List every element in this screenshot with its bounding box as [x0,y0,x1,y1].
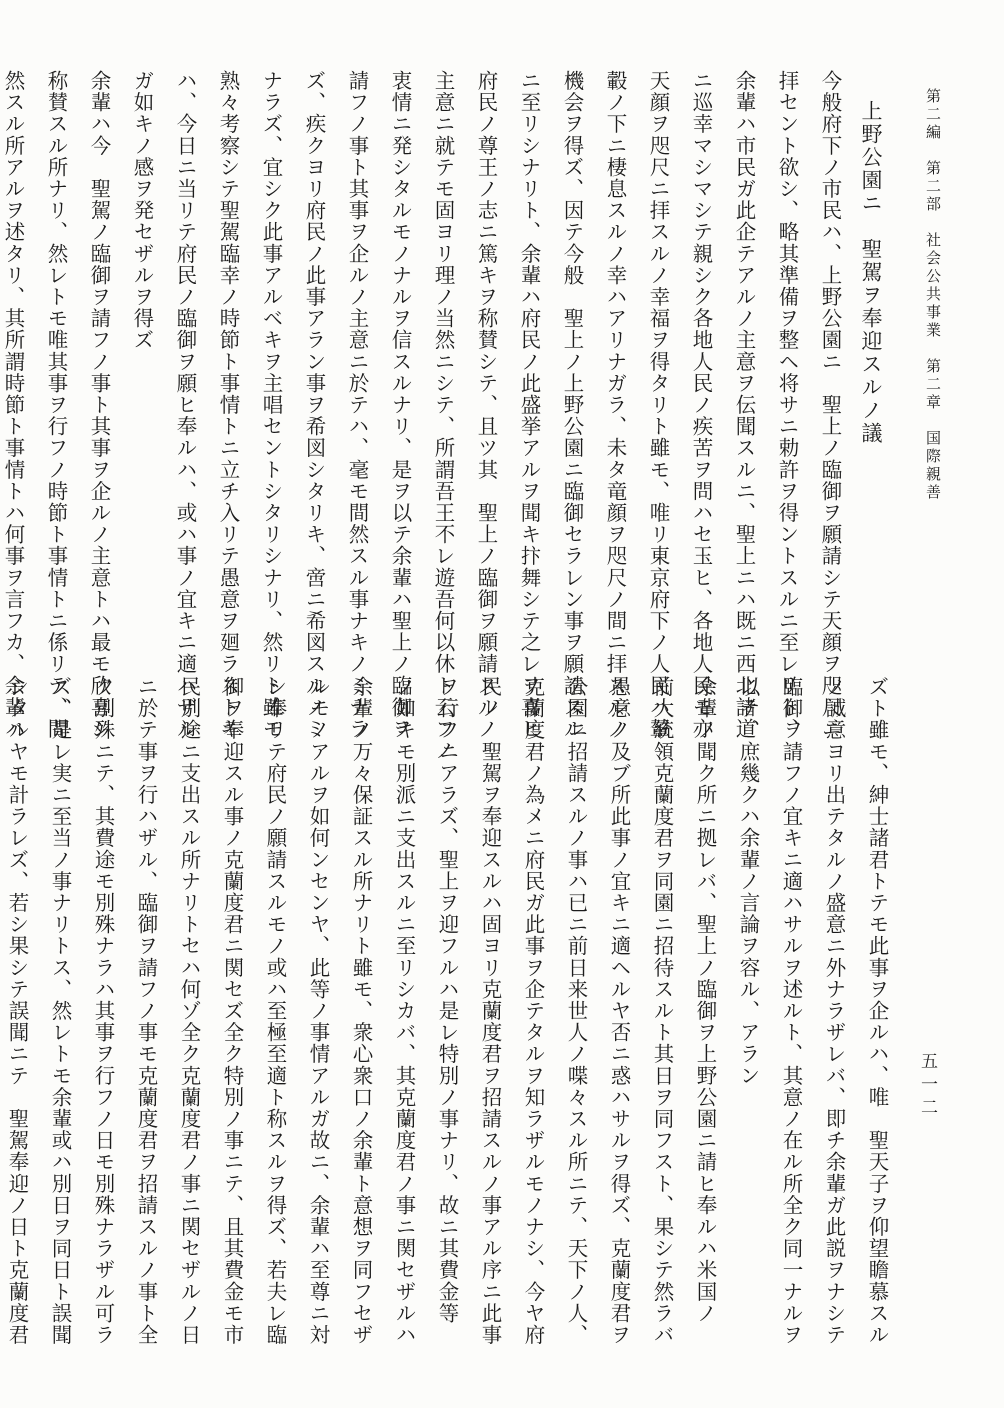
bottom-text-line: ニ於テ事ヲ行ハザル、臨御ヲ請フノ事モ克蘭度君ヲ招請スルノ事ト全 [134,676,158,1346]
top-text-line: ニ巡幸マシマシテ親シク各地人民ノ疾苦ヲ問ハセ玉ヒ、各地人民モ亦 [689,70,713,740]
bottom-text-line: ルモノアルヲ如何ンセンヤ、此等ノ事情アルガ故ニ、余輩ハ至尊ニ対 [306,676,330,1346]
bottom-text-line: 愚意ノ及ブ所此事ノ宜キニ適ヘルヤ否ニ惑ハサルヲ得ズ、克蘭度君ヲ [607,676,631,1346]
top-text-line: 余輩ハ今 聖駕ノ臨御ヲ請フノ事ト其事ヲ企ルノ主意トハ最モ欣喜シ [87,70,111,740]
bottom-text-line: 余輩ノ万々保証スル所ナリト雖モ、衆心衆口ノ余輩ト意想ヲ同フセザ [349,676,373,1346]
bottom-text-line: 公園ニ招請スルノ事ハ已ニ前日来世人ノ喋々スル所ニテ、天下ノ人、 [564,676,588,1346]
top-text-line: 天顔ヲ咫尺ニ拝スルノ幸福ヲ得タリト雖モ、唯リ東京府下ノ人民ハ輦 [646,70,670,740]
top-text-line: ハ、今日ニ当リテ府民ノ臨御ヲ願ヒ奉ルハ、或ハ事ノ宜キニ適ハザル [173,70,197,740]
bottom-text-line: シタルヤモ計ラレズ、若シ果シテ誤聞ニテ 聖駕奉迎ノ日ト克蘭度君 [5,676,29,1346]
bottom-text-line: シ奉リテ府民ノ願請スルモノ或ハ至極至適ト称スルヲ得ズ、若夫レ臨 [263,676,287,1346]
top-text-line: 機会ヲ得ズ、因テ今般 聖上ノ上野公園ニ臨御セラレン事ヲ願請スル [560,70,584,740]
top-text-line: ナラズ、宜シク此事アルベキヲ主唱セントシタリシナリ、然リト雖モ [259,70,283,740]
top-text-line: 熟々考察シテ聖駕臨幸ノ時節ト事情トニ立チ入リテ愚意ヲ廻ラストキ [216,70,240,740]
running-header: 第二編 第二部 社会公共事業 第二章 国際親善 [924,88,942,502]
top-text-line: 拝セント欲シ、略其準備ヲ整ヘ将サニ勅許ヲ得ントスルニ至レリト、 [775,70,799,740]
bottom-text-line: ヲ行フニアラズ、聖上ヲ迎フルハ是レ特別ノ事ナリ、故ニ其費金等 [435,676,459,1324]
bottom-text-line: 民ノ 聖駕ヲ奉迎スルハ固ヨリ克蘭度君ヲ招請スルノ事アル序ニ此事 [478,676,502,1346]
top-text-line: ズ、疾クヨリ府民ノ此事アラン事ヲ希図シタリキ、啻ニ希図スルノミ [302,70,326,740]
top-text-line: 主意ニ就テモ固ヨリ理ノ当然ニシテ、所謂吾王不レ遊吾何以休ト云フノ [431,70,455,762]
top-text-line: 轂ノ下ニ棲息スルノ幸ハアリナガラ、未タ竜顔ヲ咫尺ノ間ニ拝スルノ [603,70,627,740]
bottom-text-line: ク別殊ニテ、其費途モ別殊ナラハ其事ヲ行フノ日モ別殊ナラザル可ラ [91,676,115,1346]
bottom-text-line: 民別途ニ支出スル所ナリトセハ何ゾ全ク克蘭度君ノ事ニ関セザルノ日 [177,676,201,1346]
top-text-line: ガ如キノ感ヲ発セザルヲ得ズ [130,70,154,351]
page-number: 五一二 [917,1052,937,1121]
bottom-text-line: 克蘭度君ノ為メニ府民ガ此事ヲ企テタルヲ知ラザルモノナシ、今ヤ府 [521,676,545,1346]
bottom-text-line: 前大統領克蘭度君ヲ同園ニ招待スルト其日ヲ同フスト、果シテ然ラバ [650,676,674,1346]
top-text-line: 今般府下ノ市民ハ、上野公園ニ 聖上ノ臨御ヲ願請シテ天顔ヲ咫尺ニ [818,70,842,740]
bottom-text-line: 御ヲ奉迎スル事ノ克蘭度君ニ関セズ全ク特別ノ事ニテ、且其費金モ市 [220,676,244,1346]
bottom-text-block [0,676,898,1346]
top-text-line: 然スル所アルヲ述タリ、其所謂時節ト事情トハ何事ヲ言フカ、余輩ハ [1,70,25,740]
top-text-line: 余輩ハ市民ガ此企テアルノ主意ヲ伝聞スルニ、聖上ニハ既ニ西北諸道 [732,70,756,740]
bottom-text-line: 以テ、庶幾クハ余輩ノ言論ヲ容ル、アラン [736,676,760,1087]
bottom-text-line: ノ如キモ別派ニ支出スルニ至リシカバ、其克蘭度君ノ事ニ関セザルハ [392,676,416,1346]
top-text-block [0,70,851,761]
top-text-line: 衷情ニ発シタルモノナルヲ信スルナリ、是ヲ以テ余輩ハ聖上ノ臨御ヲ [388,70,412,740]
bottom-text-line: ズト雖モ、紳士諸君トテモ此事ヲ企ルハ、唯 聖天子ヲ仰望瞻慕スル [865,676,889,1346]
top-text-line: 請フノ事ト其事ヲ企ルノ主意ニ於テハ、毫モ間然スル事ナキノミナラ [345,70,369,740]
bottom-text-line: ズ、是レ実ニ至当ノ事ナリトス、然レトモ余輩或ハ別日ヲ同日ト誤聞 [48,676,72,1346]
bottom-text-line: 余輩ノ聞ク所ニ拠レバ、聖上ノ臨御ヲ上野公園ニ請ヒ奉ルハ米国ノ [693,676,717,1324]
section-title: 上野公園ニ 聖駕ヲ奉迎スルノ議 [859,100,883,445]
top-text-line: 称賛スル所ナリ、然レトモ唯其事ヲ行フノ時節ト事情トニ係リテ、間 [44,70,68,740]
bottom-text-line: 臨御ヲ請フノ宜キニ適ハサルヲ述ルト、其意ノ在ル所全ク同一ナルヲ [779,676,803,1346]
bottom-text-line: ノ誠意ヨリ出テタルノ盛意ニ外ナラザレバ、即チ余輩ガ此説ヲナシテ [822,676,846,1346]
top-text-line: ニ至リシナリト、余輩ハ府民ノ此盛挙アルヲ聞キ抃舞シテ之レヲ喜ヒ [517,70,541,740]
top-text-line: 府民ノ尊王ノ志ニ篤キヲ称賛シテ、且ツ其 聖上ノ臨御ヲ願請スルノ [474,70,498,740]
